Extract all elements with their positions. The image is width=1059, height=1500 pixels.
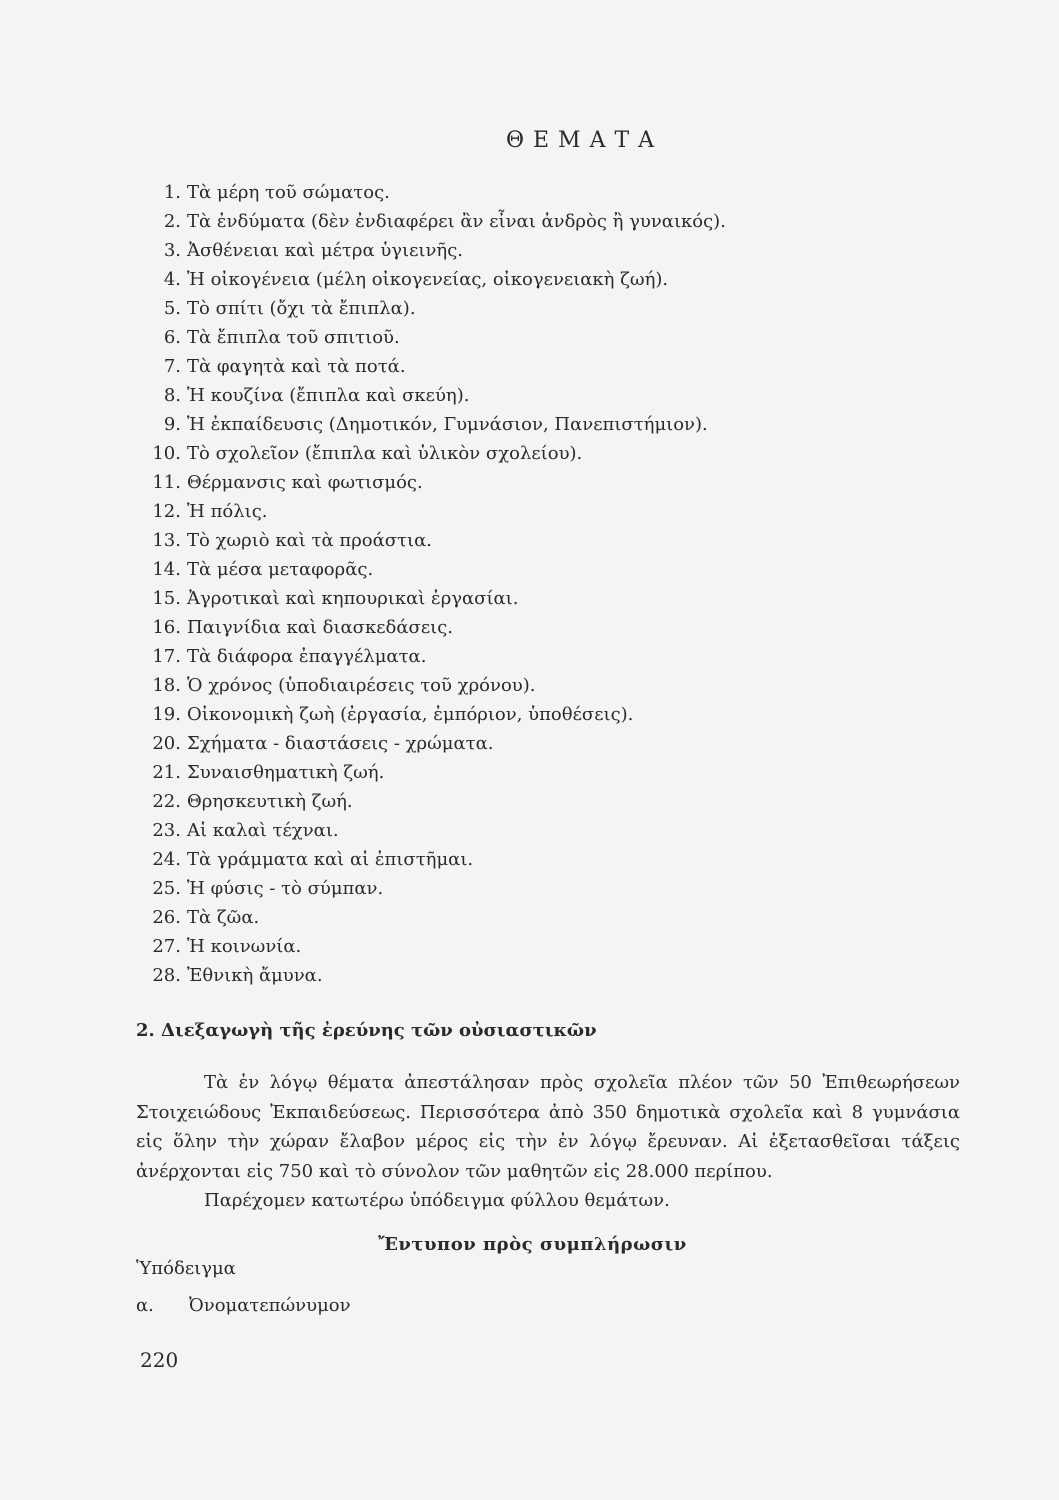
topic-text: Τὰ μέσα μεταφορᾶς. (187, 559, 374, 580)
topic-item (136, 555, 726, 584)
topic-text: Τὰ γράμματα καὶ αἱ ἐπιστῆμαι. (187, 849, 474, 870)
topic-text: Παιγνίδια καὶ διασκεδάσεις. (187, 617, 454, 638)
field-a-label: α. (136, 1295, 154, 1316)
field-a-text: Ὀνοματεπώνυμον (189, 1295, 351, 1316)
topic-text: Θέρμανσις καὶ φωτισμός. (187, 472, 423, 493)
topic-number: 1. (163, 182, 181, 203)
topic-text: Τὰ φαγητὰ καὶ τὰ ποτά. (187, 356, 406, 377)
topic-item (136, 613, 726, 642)
topic-text: Τὰ διάφορα ἐπαγγέλματα. (187, 646, 427, 667)
topic-item (136, 787, 726, 816)
sample-label: Ὑπόδειγμα (136, 1258, 236, 1279)
topic-item (136, 178, 726, 207)
page-number: 220 (140, 1348, 179, 1372)
topic-item (136, 642, 726, 671)
topic-number: 23. (152, 820, 181, 841)
topic-number: 6. (163, 327, 181, 348)
topic-item (136, 497, 726, 526)
topic-item (136, 323, 726, 352)
topic-number: 4. (163, 269, 181, 290)
topic-number: 26. (152, 907, 181, 928)
field-a (136, 1295, 351, 1316)
topic-number: 3. (163, 240, 181, 261)
topic-item (136, 874, 726, 903)
topic-number: 27. (152, 936, 181, 957)
page-title: ΘΕΜΑΤΑ (505, 128, 664, 153)
topic-number: 24. (152, 849, 181, 870)
topic-text: Ἐθνικὴ ἄμυνα. (187, 965, 323, 986)
topic-text: Ἡ πόλις. (187, 501, 268, 522)
paragraph-1: Τὰ ἐν λόγῳ θέματα ἀπεστάλησαν πρὸς σχολεῖα πλέον τῶν 50 Ἐπιθεωρήσεων Στοιχειώδους Ἐκπαιδεύσεως. Περισσότερα ἀπὸ 350 δημοτικὰ σχολεῖα καὶ 8 γυμνάσια εἰς ὅλην τὴν χώραν ἔλαβον μέρος εἰς τὴν ἐν λόγῳ ἔρευναν. Αἱ ἐξετασθεῖσαι τάξεις ἀνέρχονται εἰς 750 καὶ τὸ σύνολον τῶν μαθητῶν εἰς 28.000 περίπου. (136, 1072, 960, 1182)
topic-text: Τὰ ζῶα. (187, 907, 260, 928)
topic-number: 17. (152, 646, 181, 667)
topic-text: Τὰ ἔπιπλα τοῦ σπιτιοῦ. (187, 327, 400, 348)
topic-text: Τὸ χωριὸ καὶ τὰ προάστια. (187, 530, 432, 551)
topic-text: Οἰκονομικὴ ζωὴ (ἐργασία, ἐμπόριον, ὑποθέσεις). (187, 704, 634, 725)
topic-item (136, 700, 726, 729)
topic-number: 10. (152, 443, 181, 464)
topic-text: Ἡ φύσις - τὸ σύμπαν. (187, 878, 384, 899)
topic-number: 20. (152, 733, 181, 754)
topic-number: 7. (163, 356, 181, 377)
topic-item (136, 816, 726, 845)
topic-text: Ἀσθένειαι καὶ μέτρα ὑγιεινῆς. (187, 240, 464, 261)
topic-item (136, 294, 726, 323)
topic-number: 28. (152, 965, 181, 986)
topic-number: 13. (152, 530, 181, 551)
topic-text: Τὰ ἐνδύματα (δὲν ἐνδιαφέρει ἂν εἶναι ἀνδρὸς ἢ γυναικός). (187, 211, 726, 232)
topic-text: Τὰ μέρη τοῦ σώματος. (187, 182, 390, 203)
topic-item (136, 584, 726, 613)
topic-item (136, 381, 726, 410)
section-heading: 2. Διεξαγωγὴ τῆς ἐρεύνης τῶν οὐσιαστικῶν (136, 1020, 597, 1041)
topic-item (136, 352, 726, 381)
topic-item (136, 758, 726, 787)
topic-text: Αἱ καλαὶ τέχναι. (187, 820, 339, 841)
topic-text: Ἡ ἐκπαίδευσις (Δημοτικόν, Γυμνάσιον, Πανεπιστήμιον). (187, 414, 708, 435)
topic-number: 21. (152, 762, 181, 783)
topic-text: Ἀγροτικαὶ καὶ κηπουρικαὶ ἐργασίαι. (187, 588, 519, 609)
topic-number: 19. (152, 704, 181, 725)
topic-text: Ὁ χρόνος (ὑποδιαιρέσεις τοῦ χρόνου). (187, 675, 536, 696)
topic-text: Τὸ σπίτι (ὄχι τὰ ἔπιπλα). (187, 298, 416, 319)
topic-number: 18. (152, 675, 181, 696)
paragraph-2: Παρέχομεν κατωτέρω ὑπόδειγμα φύλλου θεμάτων. (204, 1190, 670, 1211)
topic-text: Σχήματα - διαστάσεις - χρώματα. (187, 733, 494, 754)
topic-number: 8. (163, 385, 181, 406)
topic-number: 25. (152, 878, 181, 899)
topic-text: Θρησκευτικὴ ζωή. (187, 791, 353, 812)
topic-text: Τὸ σχολεῖον (ἔπιπλα καὶ ὑλικὸν σχολείου). (187, 443, 583, 464)
topic-text: Ἡ οἰκογένεια (μέλη οἰκογενείας, οἰκογενειακὴ ζωή). (187, 269, 669, 290)
topic-item (136, 961, 726, 990)
topic-number: 2. (163, 211, 181, 232)
topic-item (136, 207, 726, 236)
topic-item (136, 526, 726, 555)
topic-number: 16. (152, 617, 181, 638)
topic-item (136, 410, 726, 439)
topic-number: 15. (152, 588, 181, 609)
topic-text: Ἡ κουζίνα (ἔπιπλα καὶ σκεύη). (187, 385, 470, 406)
topic-number: 22. (152, 791, 181, 812)
topic-item (136, 468, 726, 497)
topic-item (136, 265, 726, 294)
topic-text: Ἡ κοινωνία. (187, 936, 302, 957)
topic-number: 12. (152, 501, 181, 522)
topic-number: 9. (163, 414, 181, 435)
topic-item (136, 236, 726, 265)
topic-item (136, 932, 726, 961)
section-body (136, 1068, 960, 1216)
form-title: Ἔντυπον πρὸς συμπλήρωσιν (378, 1234, 687, 1255)
topic-item (136, 671, 726, 700)
topic-number: 11. (152, 472, 181, 493)
topic-item (136, 903, 726, 932)
topic-number: 14. (152, 559, 181, 580)
topic-item (136, 729, 726, 758)
topics-list (136, 178, 726, 990)
topic-item (136, 439, 726, 468)
topic-text: Συναισθηματικὴ ζωή. (187, 762, 385, 783)
topic-number: 5. (163, 298, 181, 319)
topic-item (136, 845, 726, 874)
